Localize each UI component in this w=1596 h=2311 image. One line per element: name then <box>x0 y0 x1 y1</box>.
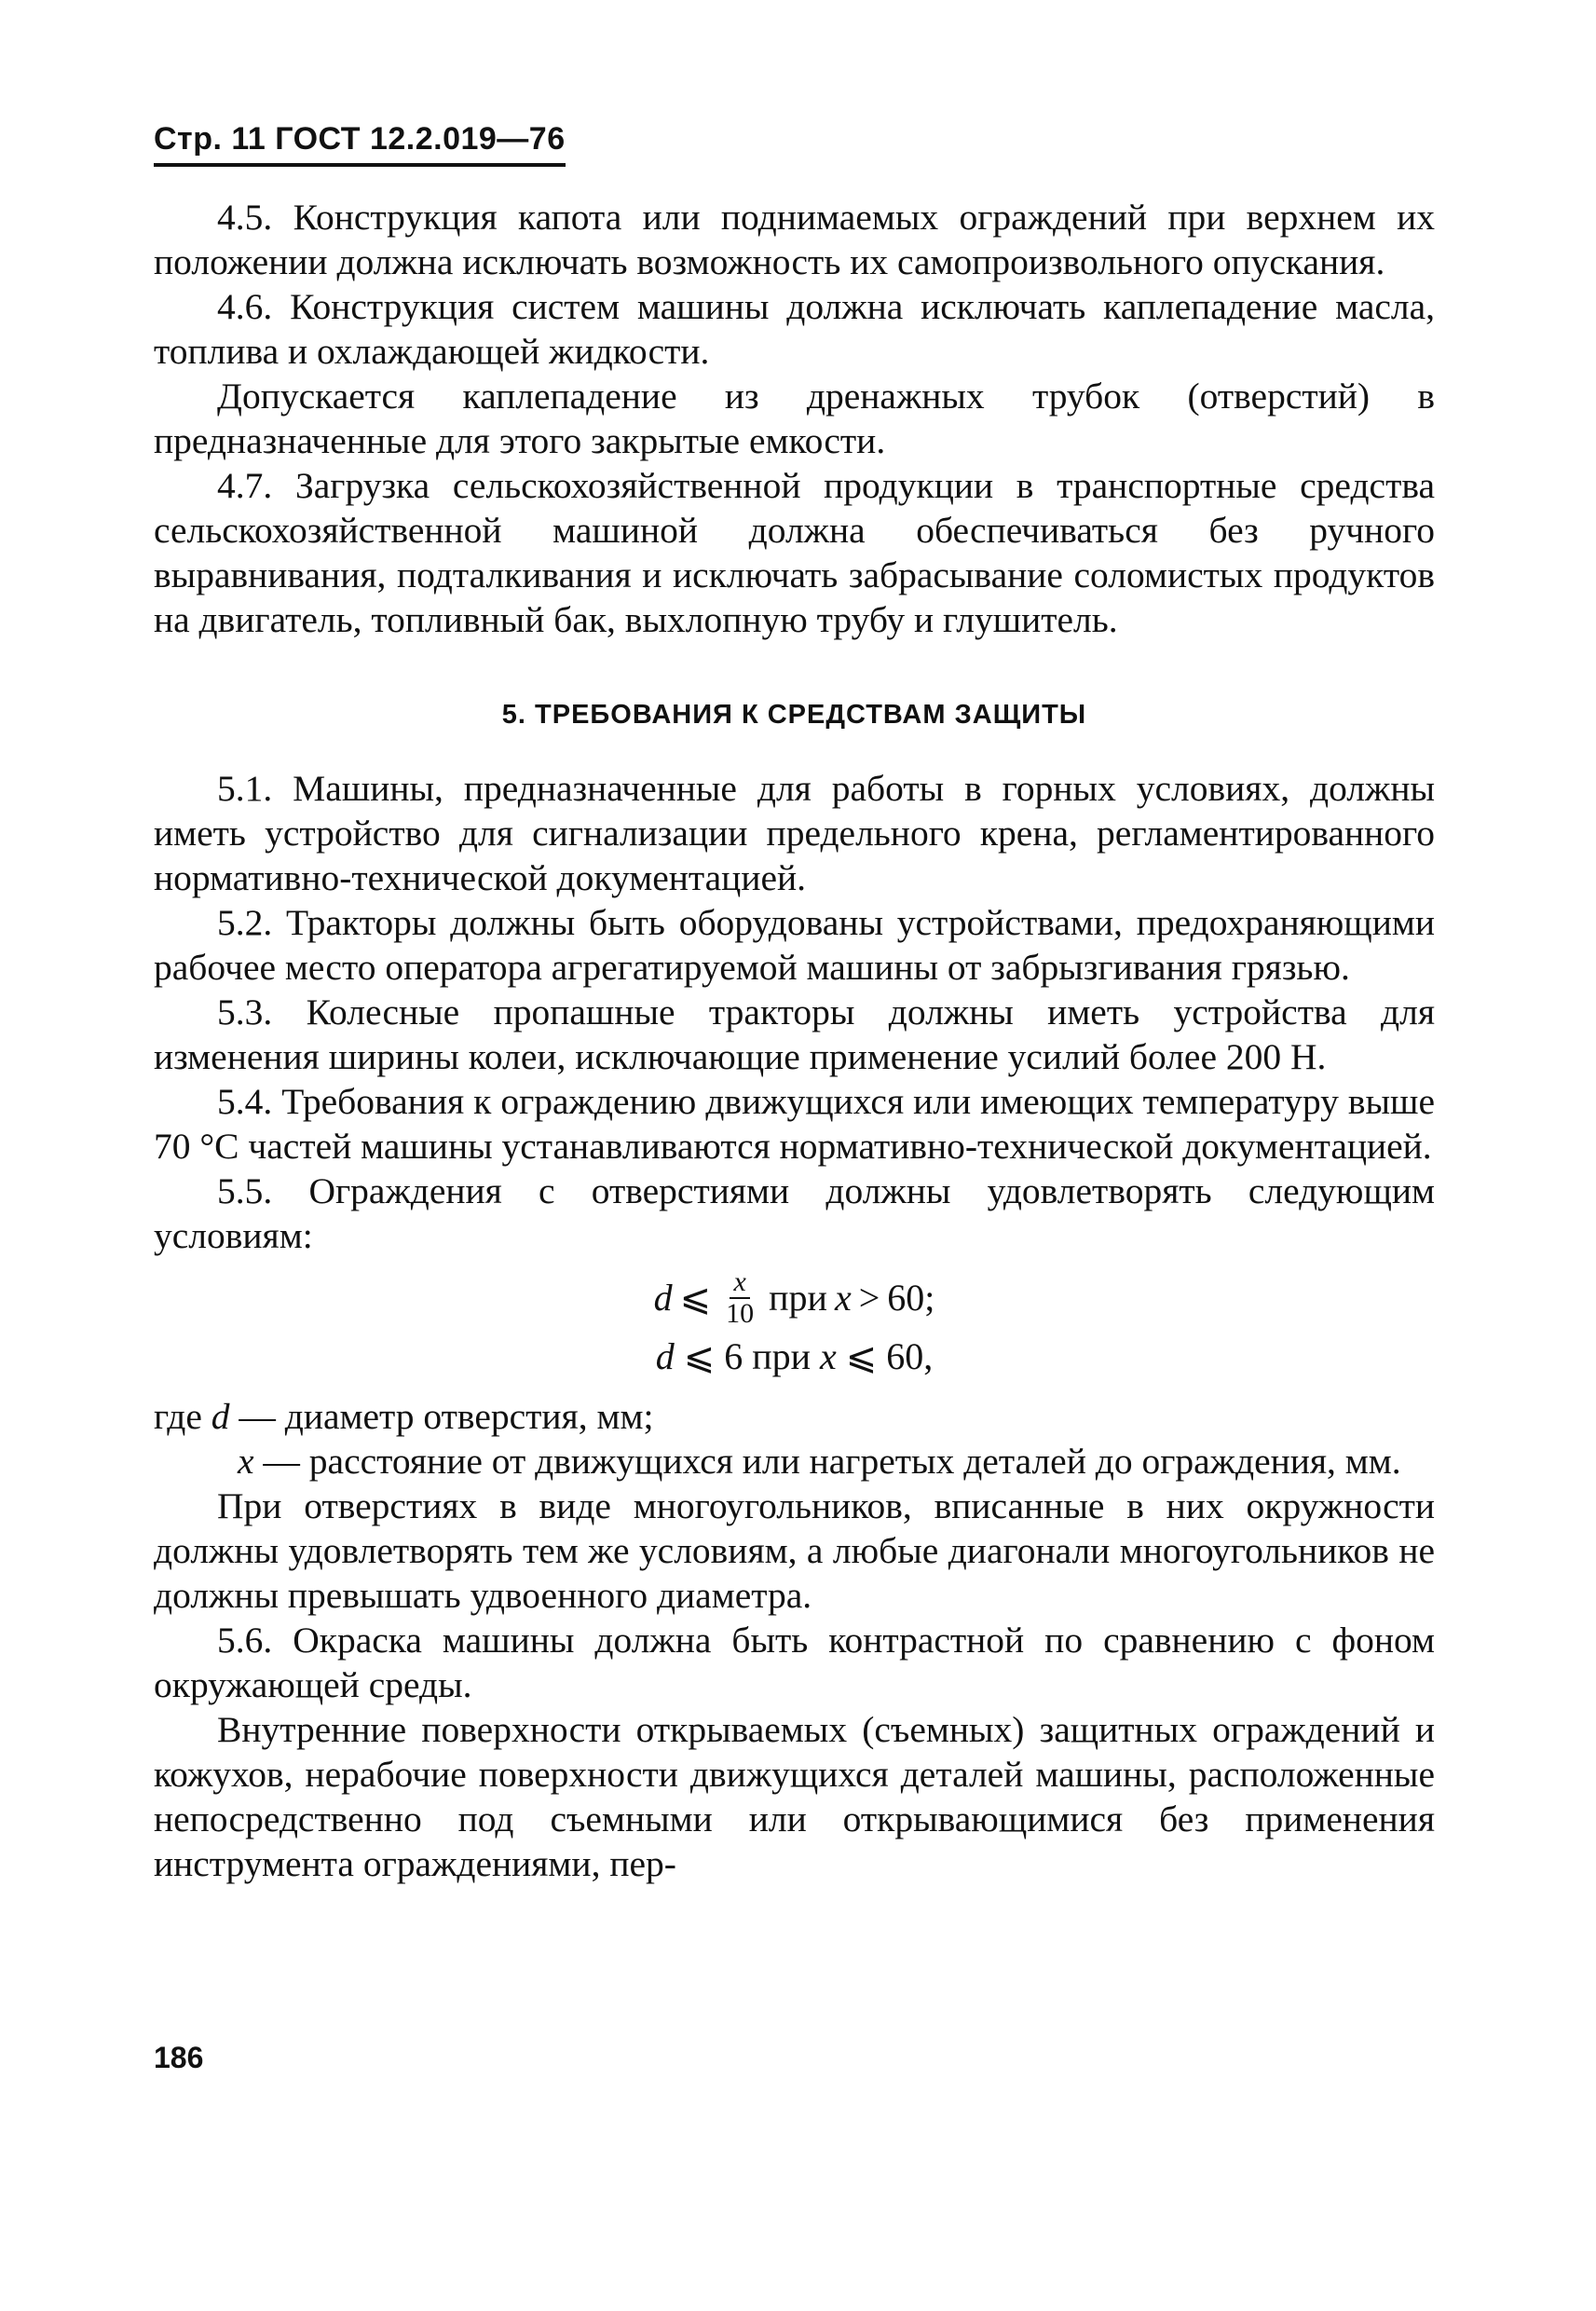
paragraph-4-7: 4.7. Загрузка сельскохозяйственной продукции в транспортные средства сельскохозяйственной машиной должна обеспечиваться без ручного выравнивания, подталкивания и исключать забрасывание соломистых продуктов на двигатель, топливный бак, выхлопную трубу и глушитель. <box>154 465 1435 640</box>
definition-text-d: — диаметр отверстия, мм; <box>239 1396 654 1437</box>
formula-operator: ⩽ <box>679 1277 712 1319</box>
paragraph-4-5: 4.5. Конструкция капота или поднимаемых ограждений при верхнем их положении должна исключать возможность их самопроизвольного опускания. <box>154 197 1435 282</box>
formula-symbol: x <box>820 1335 837 1377</box>
formula-block <box>154 1267 1435 1385</box>
page-number: 186 <box>154 2041 204 2074</box>
section-title: 5. ТРЕБОВАНИЯ К СРЕДСТВАМ ЗАЩИТЫ <box>501 700 1087 730</box>
body-text-mid <box>154 766 1435 1258</box>
formula-word: при <box>752 1335 812 1377</box>
paragraph-5-2: 5.2. Тракторы должны быть оборудованы устройствами, предохраняющими рабочее место оператора агрегатируемой машины от забрызгивания грязью. <box>154 902 1435 988</box>
definition-prefix: где <box>154 1396 202 1437</box>
definition-d <box>154 1394 1435 1439</box>
paragraph-polygons: При отверстиях в виде многоугольников, вписанные в них окружности должны удовлетворять тем же условиям, а любые диагонали многоугольников не должны превышать удвоенного диаметра. <box>154 1485 1435 1616</box>
formula-symbol: d <box>653 1277 673 1319</box>
formula-line-2 <box>154 1329 1435 1385</box>
paragraph-5-6: 5.6. Окраска машины должна быть контрастной по сравнению с фоном окружающей среды. <box>154 1620 1435 1705</box>
document-page <box>154 121 1435 1886</box>
paragraph-5-1: 5.1. Машины, предназначенные для работы в горных условиях, должны иметь устройство для сигнализации предельного крена, регламентированного нормативно-технической документацией. <box>154 768 1435 898</box>
definition-x <box>154 1439 1435 1484</box>
formula-value: 60, <box>886 1335 934 1377</box>
formula-fraction <box>722 1267 757 1329</box>
running-header: Стр. 11 ГОСТ 12.2.019—76 <box>154 121 566 167</box>
formula-symbol: d <box>655 1335 675 1377</box>
paragraph-inner-surfaces: Внутренние поверхности открываемых (съемных) защитных ограждений и кожухов, нерабочие поверхности движущихся деталей машины, расположенные непосредственно под съемными или открывающимися без применения инструмента ограждениями, пер- <box>154 1709 1435 1884</box>
formula-value: 6 <box>724 1335 743 1377</box>
formula-operator: ⩽ <box>683 1335 716 1377</box>
body-text-top <box>154 195 1435 642</box>
definition-text-x: — расстояние от движущихся или нагретых деталей до ограждения, мм. <box>263 1441 1401 1482</box>
definition-symbol-d: d <box>211 1396 230 1437</box>
paragraph-5-4: 5.4. Требования к ограждению движущихся или имеющих температуру выше 70 °С частей машины устанавливаются нормативно-технической документацией. <box>154 1081 1435 1167</box>
paragraph-4-6-note: Допускается каплепадение из дренажных трубок (отверстий) в предназначенные для этого закрытые емкости. <box>154 376 1435 461</box>
formula-word: при <box>769 1277 827 1319</box>
paragraph-5-5: 5.5. Ограждения с отверстиями должны удовлетворять следующим условиям: <box>154 1170 1435 1256</box>
paragraph-5-3: 5.3. Колесные пропашные тракторы должны иметь устройства для изменения ширины колеи, исключающие применение усилий более 200 Н. <box>154 991 1435 1077</box>
formula-operator: ⩽ <box>845 1335 878 1377</box>
formula-symbol: x <box>834 1277 852 1319</box>
paragraph-4-6: 4.6. Конструкция систем машины должна исключать каплепадение масла, топлива и охлаждающей жидкости. <box>154 286 1435 372</box>
definitions <box>154 1394 1435 1484</box>
formula-operator: > <box>858 1277 880 1319</box>
fraction-denominator: 10 <box>726 1298 755 1329</box>
fraction-numerator: x <box>730 1267 749 1299</box>
formula-value: 60; <box>887 1277 935 1319</box>
definition-symbol-x: x <box>238 1441 254 1482</box>
body-text-bottom <box>154 1484 1435 1886</box>
formula-line-1 <box>154 1267 1435 1329</box>
